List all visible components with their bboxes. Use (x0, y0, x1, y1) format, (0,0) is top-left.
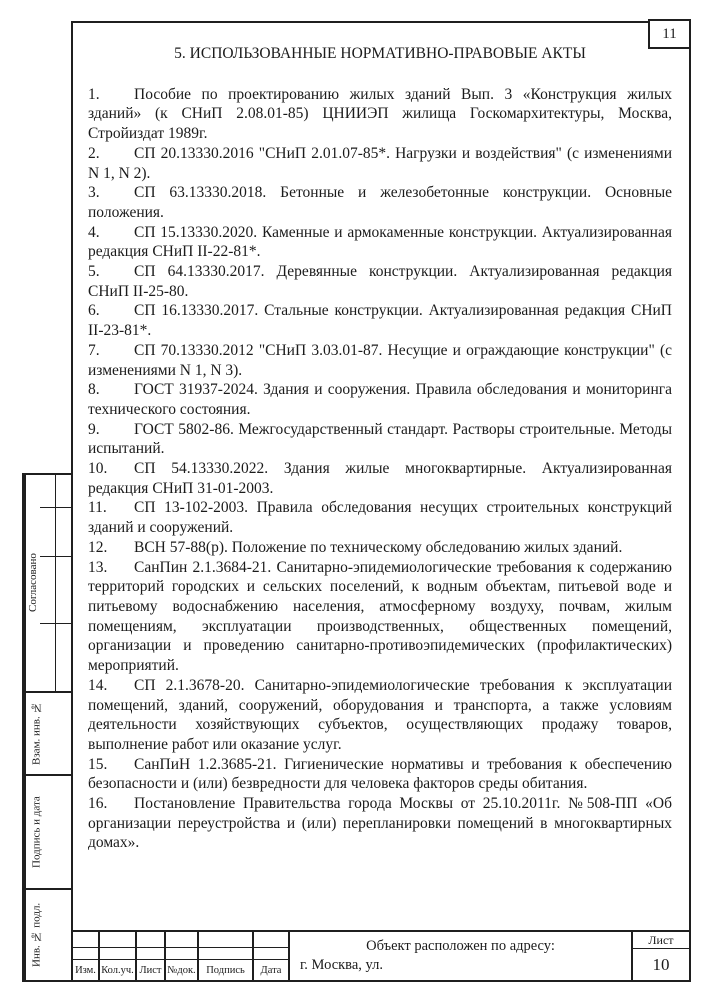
item-text: СП 15.13330.2020. Каменные и армокаменные конструкции. Актуализированная редакция СНиП II-22-81*. (88, 223, 672, 261)
stamp-cell (199, 932, 252, 948)
title-block-address-cell (290, 932, 631, 980)
column-label-list: Лист (139, 964, 162, 976)
item-text: СП 64.13330.2017. Деревянные конструкции. Актуализированная редакция СНиП II-25-80. (88, 263, 672, 300)
list-item (88, 459, 672, 498)
list-item (88, 85, 672, 144)
stamp-cell (100, 932, 135, 948)
stamp-cell (137, 948, 164, 960)
object-address-line1: Объект расположен по адресу: (366, 938, 555, 954)
list-item (88, 676, 672, 755)
inv-podl-stamp-block (22, 888, 73, 982)
item-number: 10. (88, 460, 108, 478)
item-text: Постановление Правительства города Москвы от 25.10.2011г. №508-ПП «Об организации переустройства и (или) перепланировки помещений в многоквартирных домах». (88, 795, 672, 852)
item-number: 8. (88, 381, 100, 399)
stamp-cell (56, 624, 71, 691)
stamp-cell (56, 508, 71, 557)
item-number: 1. (88, 85, 100, 103)
item-number: 16. (88, 795, 108, 813)
title-block-sheet-cell (631, 932, 689, 980)
stamp-cell (56, 557, 71, 624)
sheet-number: 10 (652, 954, 670, 974)
column-label-data: Дата (260, 964, 282, 976)
list-item (88, 420, 672, 459)
approval-grid-col (40, 475, 56, 691)
list-item (88, 380, 672, 419)
item-number: 15. (88, 755, 108, 773)
page-content (88, 44, 672, 853)
vzam-inv-stamp-block (22, 691, 73, 776)
list-item (88, 183, 672, 222)
list-item (88, 794, 672, 853)
title-block-revision-table (73, 932, 290, 980)
item-text: Пособие по проектированию жилых зданий Вып. 3 «Конструкция жилых зданий» (к СНиП 2.08.01-85) ЦНИИЭП жилища Госкомархитектуры, Москва, Стройиздат 1989г. (88, 85, 672, 143)
item-text: ГОСТ 31937-2024. Здания и сооружения. Правила обследования и мониторинга технического состояния. (88, 381, 672, 418)
stamp-cell (47, 890, 71, 980)
item-number: 4. (88, 223, 100, 241)
stamp-cell (40, 508, 55, 557)
item-number: 11. (88, 499, 107, 517)
title-block-column (73, 932, 100, 980)
stamp-label-inv-podl: Инв. № подл. (24, 890, 47, 980)
podpis-data-stamp-block (22, 774, 73, 890)
item-number: 2. (88, 144, 100, 162)
list-item (88, 223, 672, 262)
title-block-column (100, 932, 137, 980)
list-item (88, 498, 672, 537)
item-number: 9. (88, 420, 100, 438)
stamp-cell (166, 948, 197, 960)
item-text: СП 13-102-2003. Правила обследования несущих строительных конструкций зданий и сооружений. (88, 499, 672, 537)
item-text: СП 70.13330.2012 "СНиП 3.03.01-87. Несущие и ограждающие конструкции" (с изменениями N 1, N 3). (88, 341, 672, 379)
stamp-label-podpis-data: Подпись и дата (24, 776, 47, 888)
title-block-column (254, 932, 290, 980)
stamp-cell (40, 624, 55, 691)
item-text: СП 20.13330.2016 "СНиП 2.01.07-85*. Нагрузки и воздействия" (с изменениями N 1, N 2). (88, 144, 672, 182)
title-block (71, 930, 691, 982)
list-item (88, 301, 672, 340)
list-item (88, 538, 672, 558)
sheet-label: Лист (633, 932, 689, 949)
item-text: ГОСТ 5802-86. Межгосударственный стандарт. Растворы строительные. Методы испытаний. (88, 420, 672, 458)
item-number: 5. (88, 263, 100, 281)
item-number: 13. (88, 558, 108, 576)
stamp-label-vzam-inv: Взам. инв. № (24, 693, 47, 774)
stamp-cell (137, 932, 164, 948)
column-label-koluch: Кол.уч. (101, 964, 134, 976)
stamp-label-soglasovano: Согласовано (24, 475, 40, 691)
item-text: СанПин 2.1.3684-21. Санитарно-эпидемиологические требования к содержанию территорий городских и сельских поселений, к водным объектам, питьевой воде и питьевому водоснабжению населения, атмосферному воздуху, почвам, жилым помещениям, эксплуатации производственных, общественных помещений, организации и проведению санитарно-противоэпидемических (профилактических) мероприятий. (88, 558, 672, 675)
item-text: СП 63.13330.2018. Бетонные и железобетонные конструкции. Основные положения. (88, 184, 672, 221)
column-label-ndok: №док. (167, 964, 196, 976)
list-item (88, 144, 672, 183)
item-text: СанПиН 1.2.3685-21. Гигиенические нормативы и требования к обеспечению безопасности и (или) безвредности для человека факторов среды обитания. (88, 755, 672, 793)
item-number: 14. (88, 676, 108, 694)
stamp-cell (47, 693, 71, 774)
stamp-cell (73, 932, 98, 948)
title-block-column (199, 932, 254, 980)
item-text: СП 16.13330.2017. Стальные конструкции. Актуализированная редакция СНиП II-23-81*. (88, 302, 672, 340)
title-block-column (166, 932, 199, 980)
stamp-cell (254, 932, 288, 948)
section-title: 5. ИСПОЛЬЗОВАННЫЕ НОРМАТИВНО-ПРАВОВЫЕ АКТЫ (174, 45, 586, 62)
stamp-cell (56, 475, 71, 508)
item-text: СП 54.13330.2022. Здания жилые многоквартирные. Актуализированная редакция СНиП 31-01-2003. (88, 460, 672, 497)
approval-signature-grid (40, 475, 71, 691)
object-address-line2: г. Москва, ул. (300, 957, 383, 973)
item-number: 12. (88, 538, 108, 556)
stamp-cell (100, 948, 135, 960)
stamp-cell (40, 557, 55, 624)
column-label-izm: Изм. (75, 964, 96, 976)
title-block-column (137, 932, 166, 980)
list-item (88, 558, 672, 676)
page-number: 11 (662, 25, 677, 42)
stamp-cell (40, 475, 55, 508)
approval-stamp-block (22, 473, 73, 693)
stamp-cell (166, 932, 197, 948)
list-item (88, 341, 672, 380)
item-number: 6. (88, 302, 100, 320)
list-item (88, 755, 672, 794)
stamp-cell (73, 948, 98, 960)
approval-grid-col (56, 475, 71, 691)
item-text: ВСН 57-88(р). Положение по техническому обследованию жилых зданий. (134, 538, 623, 556)
list-item (88, 262, 672, 301)
stamp-cell (199, 948, 252, 960)
column-label-podpis: Подпись (206, 964, 245, 976)
item-number: 3. (88, 184, 100, 202)
stamp-cell (254, 948, 288, 960)
item-text: СП 2.1.3678-20. Санитарно-эпидемиологические требования к эксплуатации помещений, зданий, сооружений, оборудования и транспорта, а также условиям деятельности хозяйствующих субъектов, осуществляющих продажу товаров, выполнение работ или оказание услуг. (88, 676, 672, 753)
item-number: 7. (88, 341, 100, 359)
stamp-cell (47, 776, 71, 888)
